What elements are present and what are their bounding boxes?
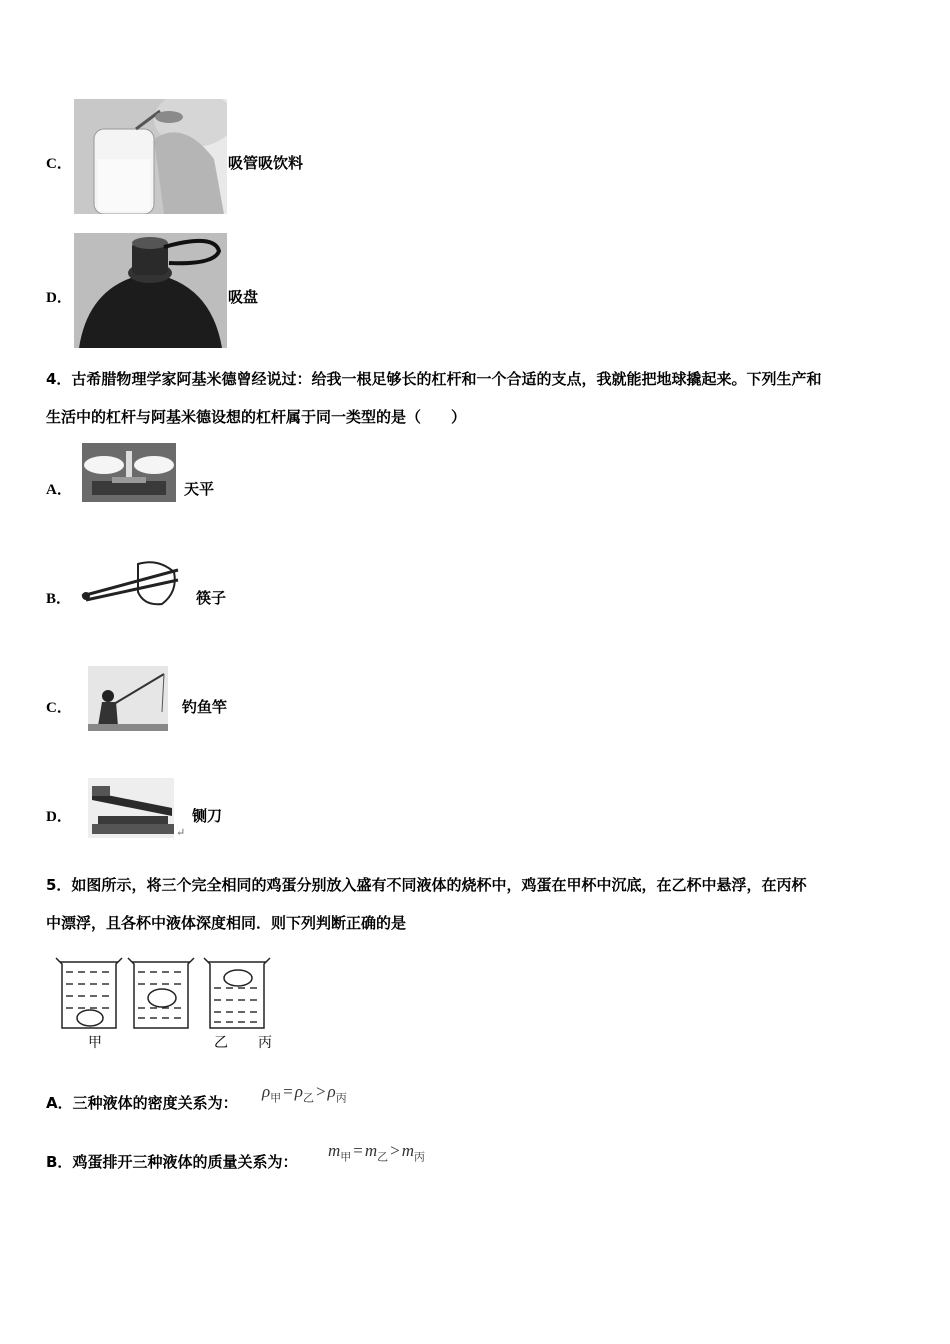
density-relation-formula: $\rho_甲 = \rho_乙 > \rho_丙$	[262, 1082, 347, 1105]
beakers-figure	[52, 954, 282, 1030]
q3-option-c-text: 吸管吸饮料	[228, 154, 304, 172]
q5-stem-line2: 中漂浮，且各杯中液体深度相同．则下列判断正确的是	[46, 914, 407, 932]
q4-stem-line1: 4．古希腊物理学家阿基米德曾经说过：给我一根足够长的杠杆和一个合适的支点，我就能把地球撬起来。下列生产和	[46, 370, 822, 388]
q5-option-a-text: 三种液体的密度关系为：	[72, 1094, 238, 1112]
beaker-label-bing: 丙	[258, 1035, 272, 1051]
q4-option-c-text: 钓鱼竿	[182, 698, 228, 716]
q5-option-b-label: B．	[46, 1153, 73, 1171]
q3-option-d-label: D．	[46, 290, 72, 306]
beaker-label-yi: 乙	[214, 1035, 228, 1051]
guillotine-cutter-photo	[88, 778, 174, 838]
egg-bing	[224, 970, 252, 986]
q5-stem-line1: 5．如图所示，将三个完全相同的鸡蛋分别放入盛有不同液体的烧杯中，鸡蛋在甲杯中沉底，在乙杯中悬浮，在丙杯	[46, 876, 807, 894]
chopsticks-drawing	[78, 556, 182, 608]
fishing-rod-photo	[88, 666, 168, 731]
egg-yi	[148, 989, 176, 1007]
q4-option-b-label: B．	[46, 591, 72, 607]
beaker-label-jia: 甲	[88, 1035, 102, 1051]
q5-option-a	[46, 1084, 238, 1122]
q5-option-b-text: 鸡蛋排开三种液体的质量关系为：	[72, 1153, 298, 1171]
q5-option-a-label: A．	[46, 1094, 73, 1112]
q4-option-d-text: 铡刀	[192, 807, 223, 825]
balance-scale-photo	[82, 443, 176, 502]
q4-option-c-label: C．	[46, 700, 72, 716]
paragraph-return-mark: ↵	[176, 826, 186, 839]
q4-option-a-text: 天平	[184, 480, 215, 498]
q5-option-b	[46, 1143, 297, 1181]
straw-drink-photo	[74, 99, 227, 214]
q4-stem-line2: 生活中的杠杆与阿基米德设想的杠杆属于同一类型的是（ ）	[46, 408, 467, 426]
suction-cup-photo	[74, 233, 227, 348]
egg-jia	[77, 1010, 103, 1026]
beaker-bing	[204, 958, 270, 1028]
q4-option-d-label: D．	[46, 809, 72, 825]
q3-option-c-label: C．	[46, 156, 72, 172]
mass-relation-formula: $m_甲 = m_乙 > m_丙$	[328, 1141, 426, 1164]
q3-option-d-text: 吸盘	[228, 288, 259, 306]
q4-option-b-text: 筷子	[196, 589, 227, 607]
q4-option-a-label: A．	[46, 482, 72, 498]
